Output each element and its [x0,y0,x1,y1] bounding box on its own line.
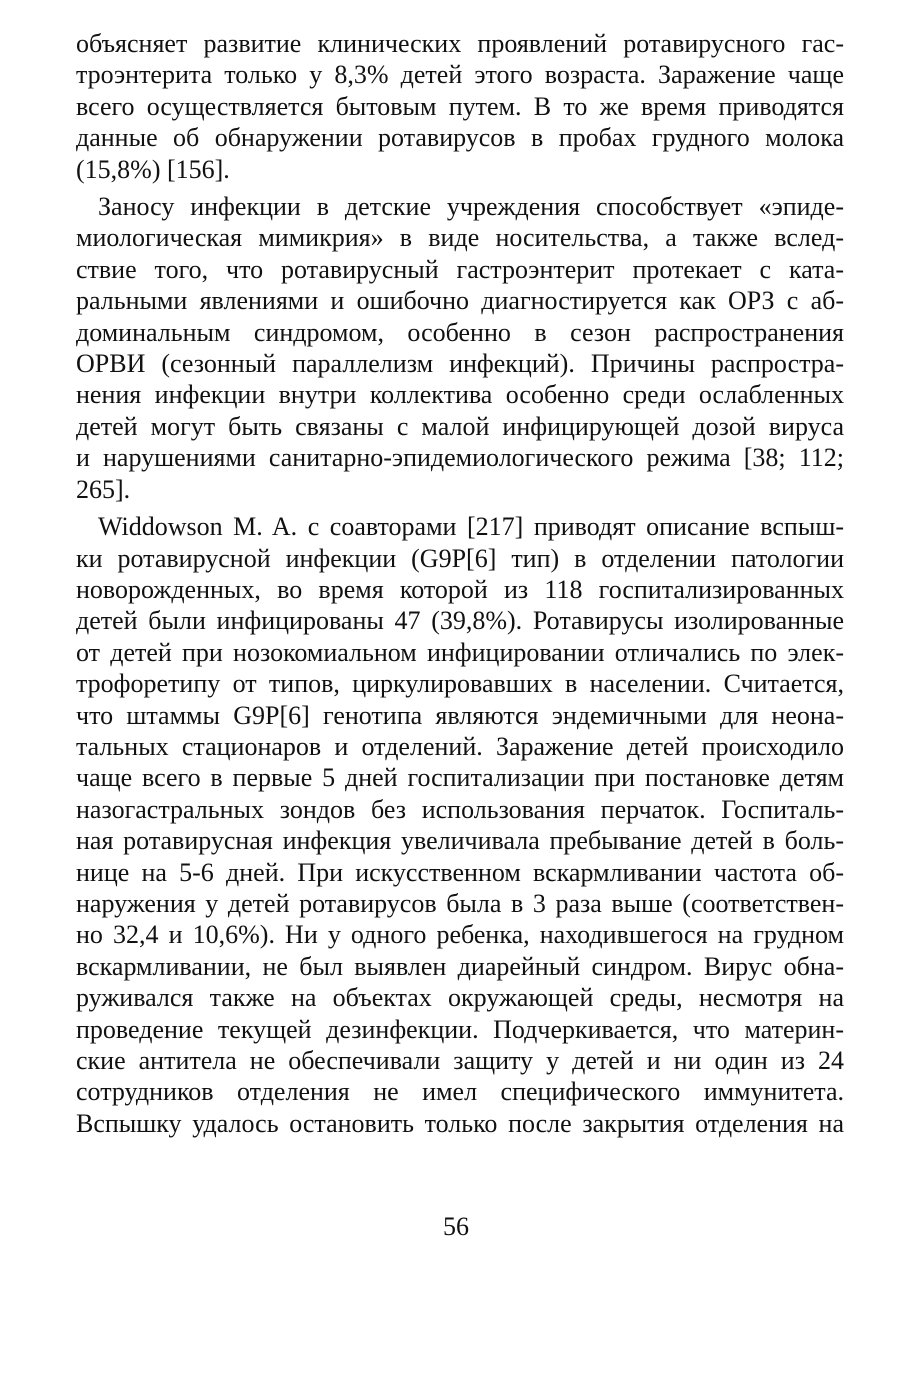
text-line: наружения у детей ротавирусов была в 3 раза выше (соответствен- [76,888,844,918]
text-line: нице на 5-6 дней. При искусственном вскармливании частота об- [76,857,844,887]
text-line: 265]. [76,474,131,504]
text-line: Widdowson M. A. с соавторами [217] приводят описание вспыш- [98,512,844,542]
text-line: детей могут быть связаны с малой инфицирующей дозой вируса [76,411,844,441]
text-line: и нарушениями санитарно-эпидемиологического режима [38; 112; [76,443,844,473]
text-line: нения инфекции внутри коллектива особенно среди ослабленных [76,380,844,410]
text-line: Вспышку удалось остановить только после закрытия отделения на [76,1108,844,1138]
text-line: ские антитела не обеспечивали защиту у детей и ни один из 24 [76,1046,844,1075]
text-line: тальных стационаров и отделений. Заражение детей происходило [76,731,844,761]
text-line: (15,8%) [156]. [76,154,230,184]
text-line: вскармливании, не был выявлен диарейный синдром. Вирус обна- [76,951,844,981]
text-line: Заносу инфекции в детские учреждения способствует «эпиде- [98,192,844,222]
text-line: проведение текущей дезинфекции. Подчеркивается, что материн- [76,1014,844,1044]
text-line: руживался также на объектах окружающей среды, несмотря на [76,983,844,1013]
text-line: ки ротавирусной инфекции (G9P[6] тип) в отделении патологии [76,543,844,573]
text-line: но 32,4 и 10,6%). Ни у одного ребенка, находившегося на грудном [76,920,844,950]
text-line: новорожденных, во время которой из 118 госпитализированных [76,574,844,604]
text-line: трофоретипу от типов, циркулировавших в населении. Считается, [76,669,844,699]
text-line: ствие того, что ротавирусный гастроэнтерит протекает с ката- [76,254,844,284]
text-line: миологическая мимикрия» в виде носительства, а также вслед- [76,223,844,253]
paragraph-1 [76,28,844,185]
paragraph-3 [76,511,844,1139]
page-number: 56 [443,1212,469,1241]
text-line: данные об обнаружении ротавирусов в пробах грудного молока [76,123,844,153]
text-line: сотрудников отделения не имел специфического иммунитета. [76,1077,844,1107]
text-line: ральными явлениями и ошибочно диагностируется как ОРЗ с аб- [76,286,844,316]
text-line: доминальным синдромом, особенно в сезон распространения [76,317,844,347]
text-line: ОРВИ (сезонный параллелизм инфекций). Причины распростра- [76,349,844,379]
text-line: чаще всего в первые 5 дней госпитализации при постановке детям [76,763,844,793]
text-line: троэнтерита только у 8,3% детей этого возраста. Заражение чаще [76,60,844,90]
paragraph-2 [76,191,844,505]
text-line: от детей при нозокомиальном инфицировании отличались по элек- [76,637,844,667]
page-body [76,28,844,1139]
text-line: назогастральных зондов без использования перчаток. Госпиталь- [76,794,844,824]
text-line: объясняет развитие клинических проявлений ротавирусного гас- [76,29,844,58]
text-line: ная ротавирусная инфекция увеличивала пребывание детей в боль- [76,826,844,856]
text-line: что штаммы G9P[6] генотипа являются эндемичными для неона- [76,700,844,730]
text-line: детей были инфицированы 47 (39,8%). Ротавирусы изолированные [76,606,844,636]
text-line: всего осуществляется бытовым путем. В то же время приводятся [76,91,844,121]
